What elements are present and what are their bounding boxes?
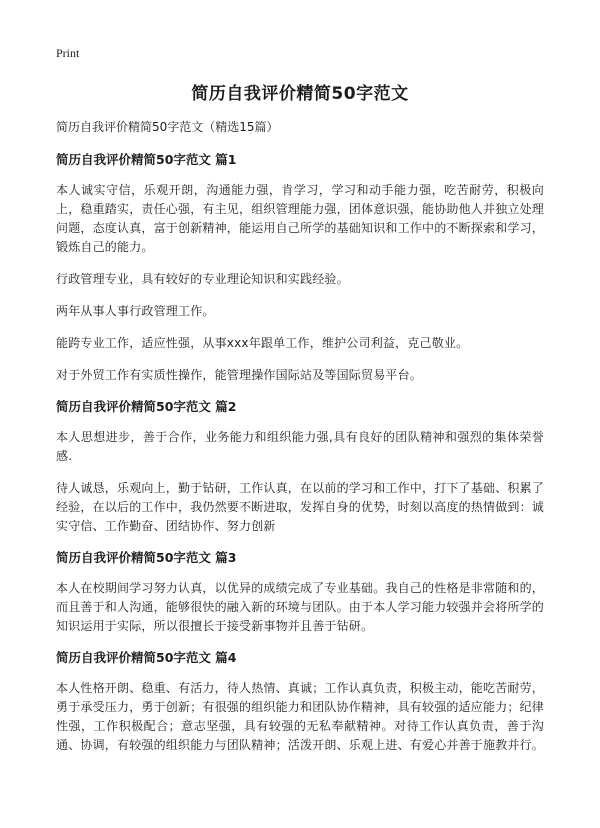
section-4-paragraph-1: 本人性格开朗、稳重、有活力，待人热情、真诚；工作认真负责，积极主动，能吃苦耐劳，勇于承受压力，勇于创新；有很强的组织能力和团队协作精神，具有较强的适应能力；纪律性强，工作积极配合；意志坚强，具有较强的无私奉献精神。对待工作认真负责，善于沟通、协调，有较强的组织能力与团队精神；活泼开朗、乐观上进、有爱心并善于施教并行。 — [56, 681, 545, 752]
document-body — [56, 118, 544, 768]
section-heading-2: 简历自我评价精简50字范文 篇2 — [56, 399, 237, 414]
section-2-paragraph-1: 本人思想进步，善于合作，业务能力和组织能力强,具有良好的团队精神和强烈的集体荣誉感. — [56, 430, 544, 463]
document-subtitle: 简历自我评价精简50字范文（精选15篇） — [56, 120, 279, 134]
section-1-paragraph-3: 两年从事人事行政管理工作。 — [56, 304, 215, 318]
section-1-paragraph-5: 对于外贸工作有实质性操作，能管理操作国际站及等国际贸易平台。 — [56, 368, 423, 382]
print-label[interactable]: Print — [56, 46, 80, 60]
section-1-paragraph-2: 行政管理专业，具有较好的专业理论知识和实践经验。 — [56, 272, 349, 286]
section-3-paragraph-1: 本人在校期间学习努力认真，以优异的成绩完成了专业基础。我自己的性格是非常随和的，而且善于和人沟通，能够很快的融入新的环境与团队。由于本人学习能力较强并会将所学的知识运用于实际，所以很擅长于接受新事物并且善于钻研。 — [56, 581, 545, 633]
section-1-paragraph-1: 本人诚实守信，乐观开朗，沟通能力强，肯学习，学习和动手能力强，吃苦耐劳，积极向上，稳重踏实，责任心强，有主见，组织管理能力强，团体意识强，能协助他人并独立处理问题，态度认真，富于创新精神，能运用自己所学的基础知识和工作中的不断探索和学习，锻炼自己的能力。 — [56, 183, 545, 254]
section-heading-3: 简历自我评价精简50字范文 篇3 — [56, 550, 237, 565]
section-1-paragraph-4: 能跨专业工作，适应性强，从事xxx年跟单工作，维护公司利益，克己敬业。 — [56, 336, 469, 350]
section-heading-1: 简历自我评价精简50字范文 篇1 — [56, 152, 237, 167]
section-heading-4: 简历自我评价精简50字范文 篇4 — [56, 650, 237, 665]
section-2-paragraph-2: 待人诚恳，乐观向上，勤于钻研，工作认真，在以前的学习和工作中，打下了基础、积累了经验，在以后的工作中，我仍然要不断进取，发挥自身的优势，时刻以高度的热情做到：诚实守信、工作勤奋、团结协作、努力创新 — [56, 481, 545, 533]
page-title: 简历自我评价精简50字范文 — [191, 84, 409, 104]
